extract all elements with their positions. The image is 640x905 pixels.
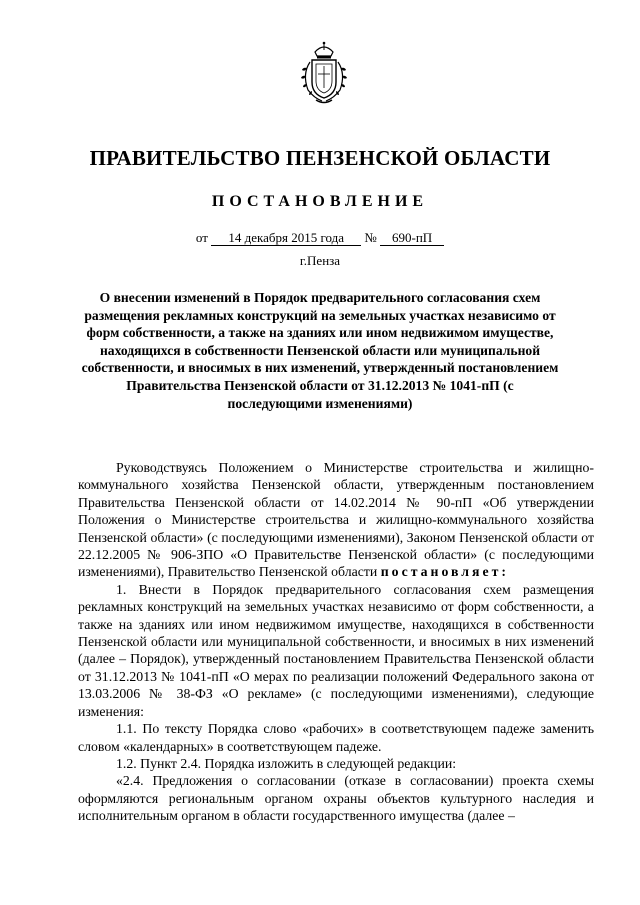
date-prefix: от: [195, 230, 208, 245]
city-name: г.Пенза: [299, 253, 341, 268]
preamble-text: Руководствуясь Положением о Министерстве строительства и жилищно-коммунального хозяйства Пензенской области, утвержденным постановлением Правительства Пензенской области от 14.02.2014 № 90-пП «Об утверждении Положения о Министерстве строительства и жилищно-коммунального хозяйства Пензенской области» (с последующими изменениями), Законом Пензенской области от 22.12.2005 № 906-ЗПО «О Правительстве Пензенской области» (с последующими изменениями), Правительство Пензенской области: [78, 460, 594, 580]
document-body: [78, 459, 594, 825]
item-2-4-paragraph: «2.4. Предложения о согласовании (отказе в согласовании) проекта схемы оформляются региональным органом охраны объектов культурного наследия и исполнительным органом в области государственного имущества (далее –: [78, 773, 594, 824]
document-date: 14 декабря 2015 года: [211, 231, 361, 246]
document-title: О внесении изменений в Порядок предварительного согласования схем размещения рекламных конструкций на земельных участках независимо от форм собственности, а также на зданиях или ином недвижимом имуществе, находящихся в собственности Пензенской области или муниципальной собственности, и вносимых в них изменений, утвержденный постановлением Правительства Пензенской области от 31.12.2013 № 1041-пП (с последующими изменениями): [81, 290, 559, 411]
document-number: 690-пП: [380, 231, 444, 246]
item-1-1-paragraph: 1.1. По тексту Порядка слово «рабочих» в соответствующем падеже заменить словом «календарных» в соответствующем падеже.: [78, 721, 594, 754]
item-1-paragraph: 1. Внести в Порядок предварительного согласования схем размещения рекламных конструкций на земельных участках независимо от форм собственности, а также на зданиях или ином недвижимом имуществе, находящихся в собственности Пензенской области или муниципальной собственности, и вносимых в них изменений (далее – Порядок), утвержденный постановлением Правительства Пензенской области от 31.12.2013 № 1041-пП «О мерах по реализации положений Федерального закона от 13.03.2006 № 38-ФЗ «О рекламе» (с последующими изменениями), следующие изменения:: [78, 581, 594, 719]
resolves-word: постановляет:: [380, 564, 510, 580]
item-1-2-paragraph: 1.2. Пункт 2.4. Порядка изложить в следующей редакции:: [116, 755, 457, 771]
government-name: ПРАВИТЕЛЬСТВО ПЕНЗЕНСКОЙ ОБЛАСТИ: [89, 146, 551, 170]
preamble-paragraph: [78, 459, 594, 581]
coat-of-arms-icon: [296, 40, 352, 106]
date-number-line: [0, 230, 640, 246]
document-type: ПОСТАНОВЛЕНИЕ: [211, 193, 429, 210]
number-sign: №: [364, 230, 377, 245]
